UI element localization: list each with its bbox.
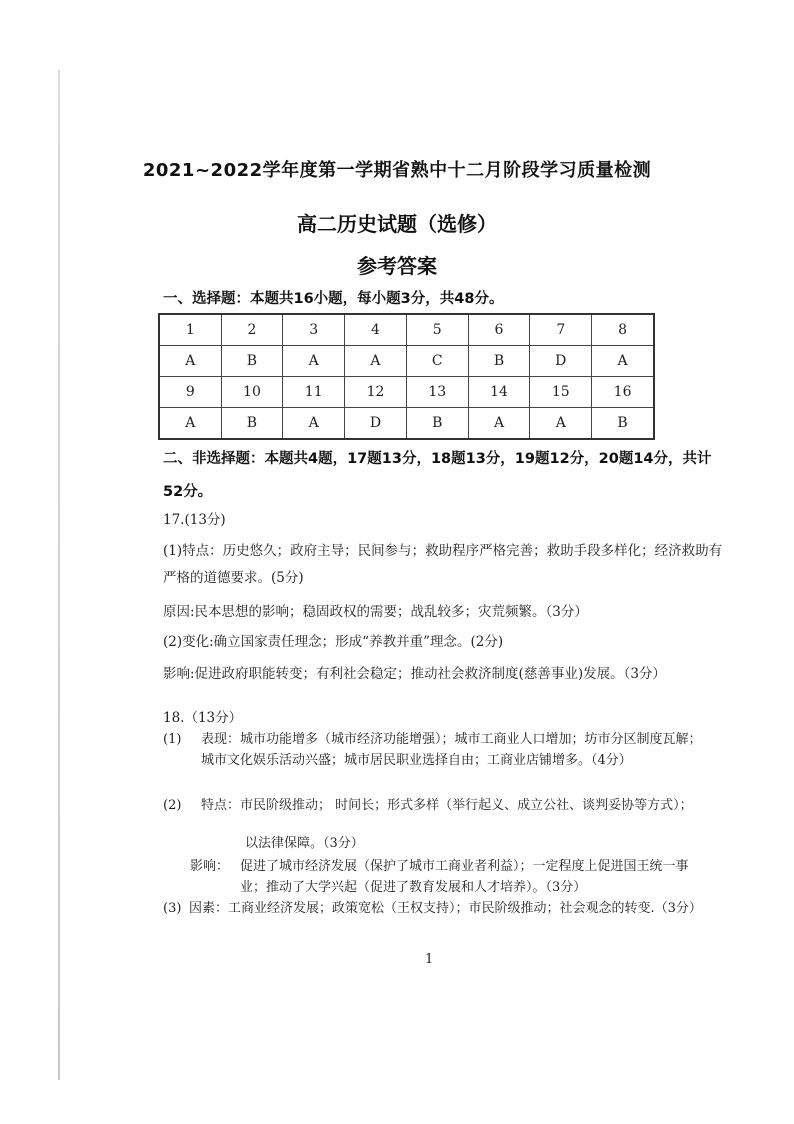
- question-18-part-3: [163, 898, 708, 919]
- exam-title: 2021~2022学年度第一学期省熟中十二月阶段学习质量检测: [142, 160, 652, 181]
- question-number-cell: 11: [283, 377, 345, 408]
- answer-cell: D: [345, 408, 407, 440]
- answer-cell: D: [530, 346, 592, 377]
- answer-cell: A: [468, 408, 530, 440]
- impact-text: 促进了城市经济发展（保护了城市工商业者利益）；一定程度上促进国王统一事业；推动了大学兴起（促进了教育发展和人才培养）。（3分）: [240, 859, 689, 895]
- section-1-heading: 一、选择题：本题共16小题，每小题3分，共48分。: [163, 291, 504, 307]
- answer-cell: A: [283, 346, 345, 377]
- question-17-part-1: (1)特点：历史悠久；政府主导；民间参与；救助程序严格完善；救助手段多样化；经济救助有严格的道德要求。(5分): [163, 543, 723, 586]
- question-number-cell: 8: [592, 314, 654, 346]
- answer-cell: A: [159, 408, 221, 440]
- question-number-cell: 7: [530, 314, 592, 346]
- answer-cell: A: [530, 408, 592, 440]
- question-18-part-2: [163, 795, 708, 816]
- table-row: [159, 314, 654, 346]
- question-number-cell: 10: [221, 377, 283, 408]
- item-number: (2): [163, 798, 182, 813]
- question-number-cell: 13: [406, 377, 468, 408]
- question-number-cell: 3: [283, 314, 345, 346]
- section-2-heading: 二、非选择题：本题共4题，17题13分，18题13分，19题12分，20题14分，共计52分。: [163, 451, 712, 500]
- question-number-cell: 5: [406, 314, 468, 346]
- table-row: [159, 377, 654, 408]
- subject-title: 高二历史试题（选修）: [297, 212, 497, 236]
- question-number-cell: 16: [592, 377, 654, 408]
- answer-cell: A: [345, 346, 407, 377]
- question-number-cell: 2: [221, 314, 283, 346]
- answer-table: [158, 313, 655, 440]
- question-number-cell: 9: [159, 377, 221, 408]
- question-number-cell: 6: [468, 314, 530, 346]
- question-number-cell: 1: [159, 314, 221, 346]
- question-18-part-2-impact: [190, 856, 710, 898]
- question-17-reasons: 原因:民本思想的影响；稳固政权的需要；战乱较多；灾荒频繁。（3分）: [163, 604, 588, 620]
- answer-cell: B: [406, 408, 468, 440]
- answer-cell: A: [592, 346, 654, 377]
- question-number-cell: 15: [530, 377, 592, 408]
- answer-cell: A: [159, 346, 221, 377]
- page-number: 1: [425, 952, 434, 967]
- answer-cell: C: [406, 346, 468, 377]
- item-text: 因素：工商业经济发展；政策宽松（王权支持）；市民阶级推动；社会观念的转变.（3分）: [189, 901, 702, 916]
- question-18-part-1: [163, 729, 708, 771]
- item-text: 特点：市民阶级推动； 时间长；形式多样（举行起义、成立公社、谈判妥协等方式）；: [201, 798, 693, 813]
- answer-cell: B: [221, 346, 283, 377]
- answer-key-title: 参考答案: [357, 254, 437, 278]
- question-number-cell: 12: [345, 377, 407, 408]
- answer-cell: B: [221, 408, 283, 440]
- question-17-impact: 影响:促进政府职能转变；有利社会稳定；推动社会救济制度(慈善事业)发展。（3分）: [163, 666, 666, 682]
- answer-cell: A: [283, 408, 345, 440]
- item-number: (1): [163, 732, 182, 747]
- answer-cell: B: [592, 408, 654, 440]
- item-number: (3): [163, 901, 182, 916]
- question-18-title: 18.（13分）: [163, 710, 243, 726]
- item-text: 表现：城市功能增多（城市经济功能增强）；城市工商业人口增加；坊市分区制度瓦解；城市文化娱乐活动兴盛；城市居民职业选择自由；工商业店铺增多。（4分）: [201, 732, 702, 768]
- answer-cell: B: [468, 346, 530, 377]
- impact-label: 影响：: [190, 859, 230, 874]
- question-number-cell: 14: [468, 377, 530, 408]
- question-17-title: 17.(13分): [163, 512, 226, 528]
- question-17-part-2: (2)变化:确立国家责任理念；形成“养教并重”理念。(2分): [163, 634, 504, 650]
- question-18-part-2-continued: 以法律保障。（3分）: [245, 836, 364, 851]
- table-row: [159, 408, 654, 440]
- table-row: [159, 346, 654, 377]
- question-number-cell: 4: [345, 314, 407, 346]
